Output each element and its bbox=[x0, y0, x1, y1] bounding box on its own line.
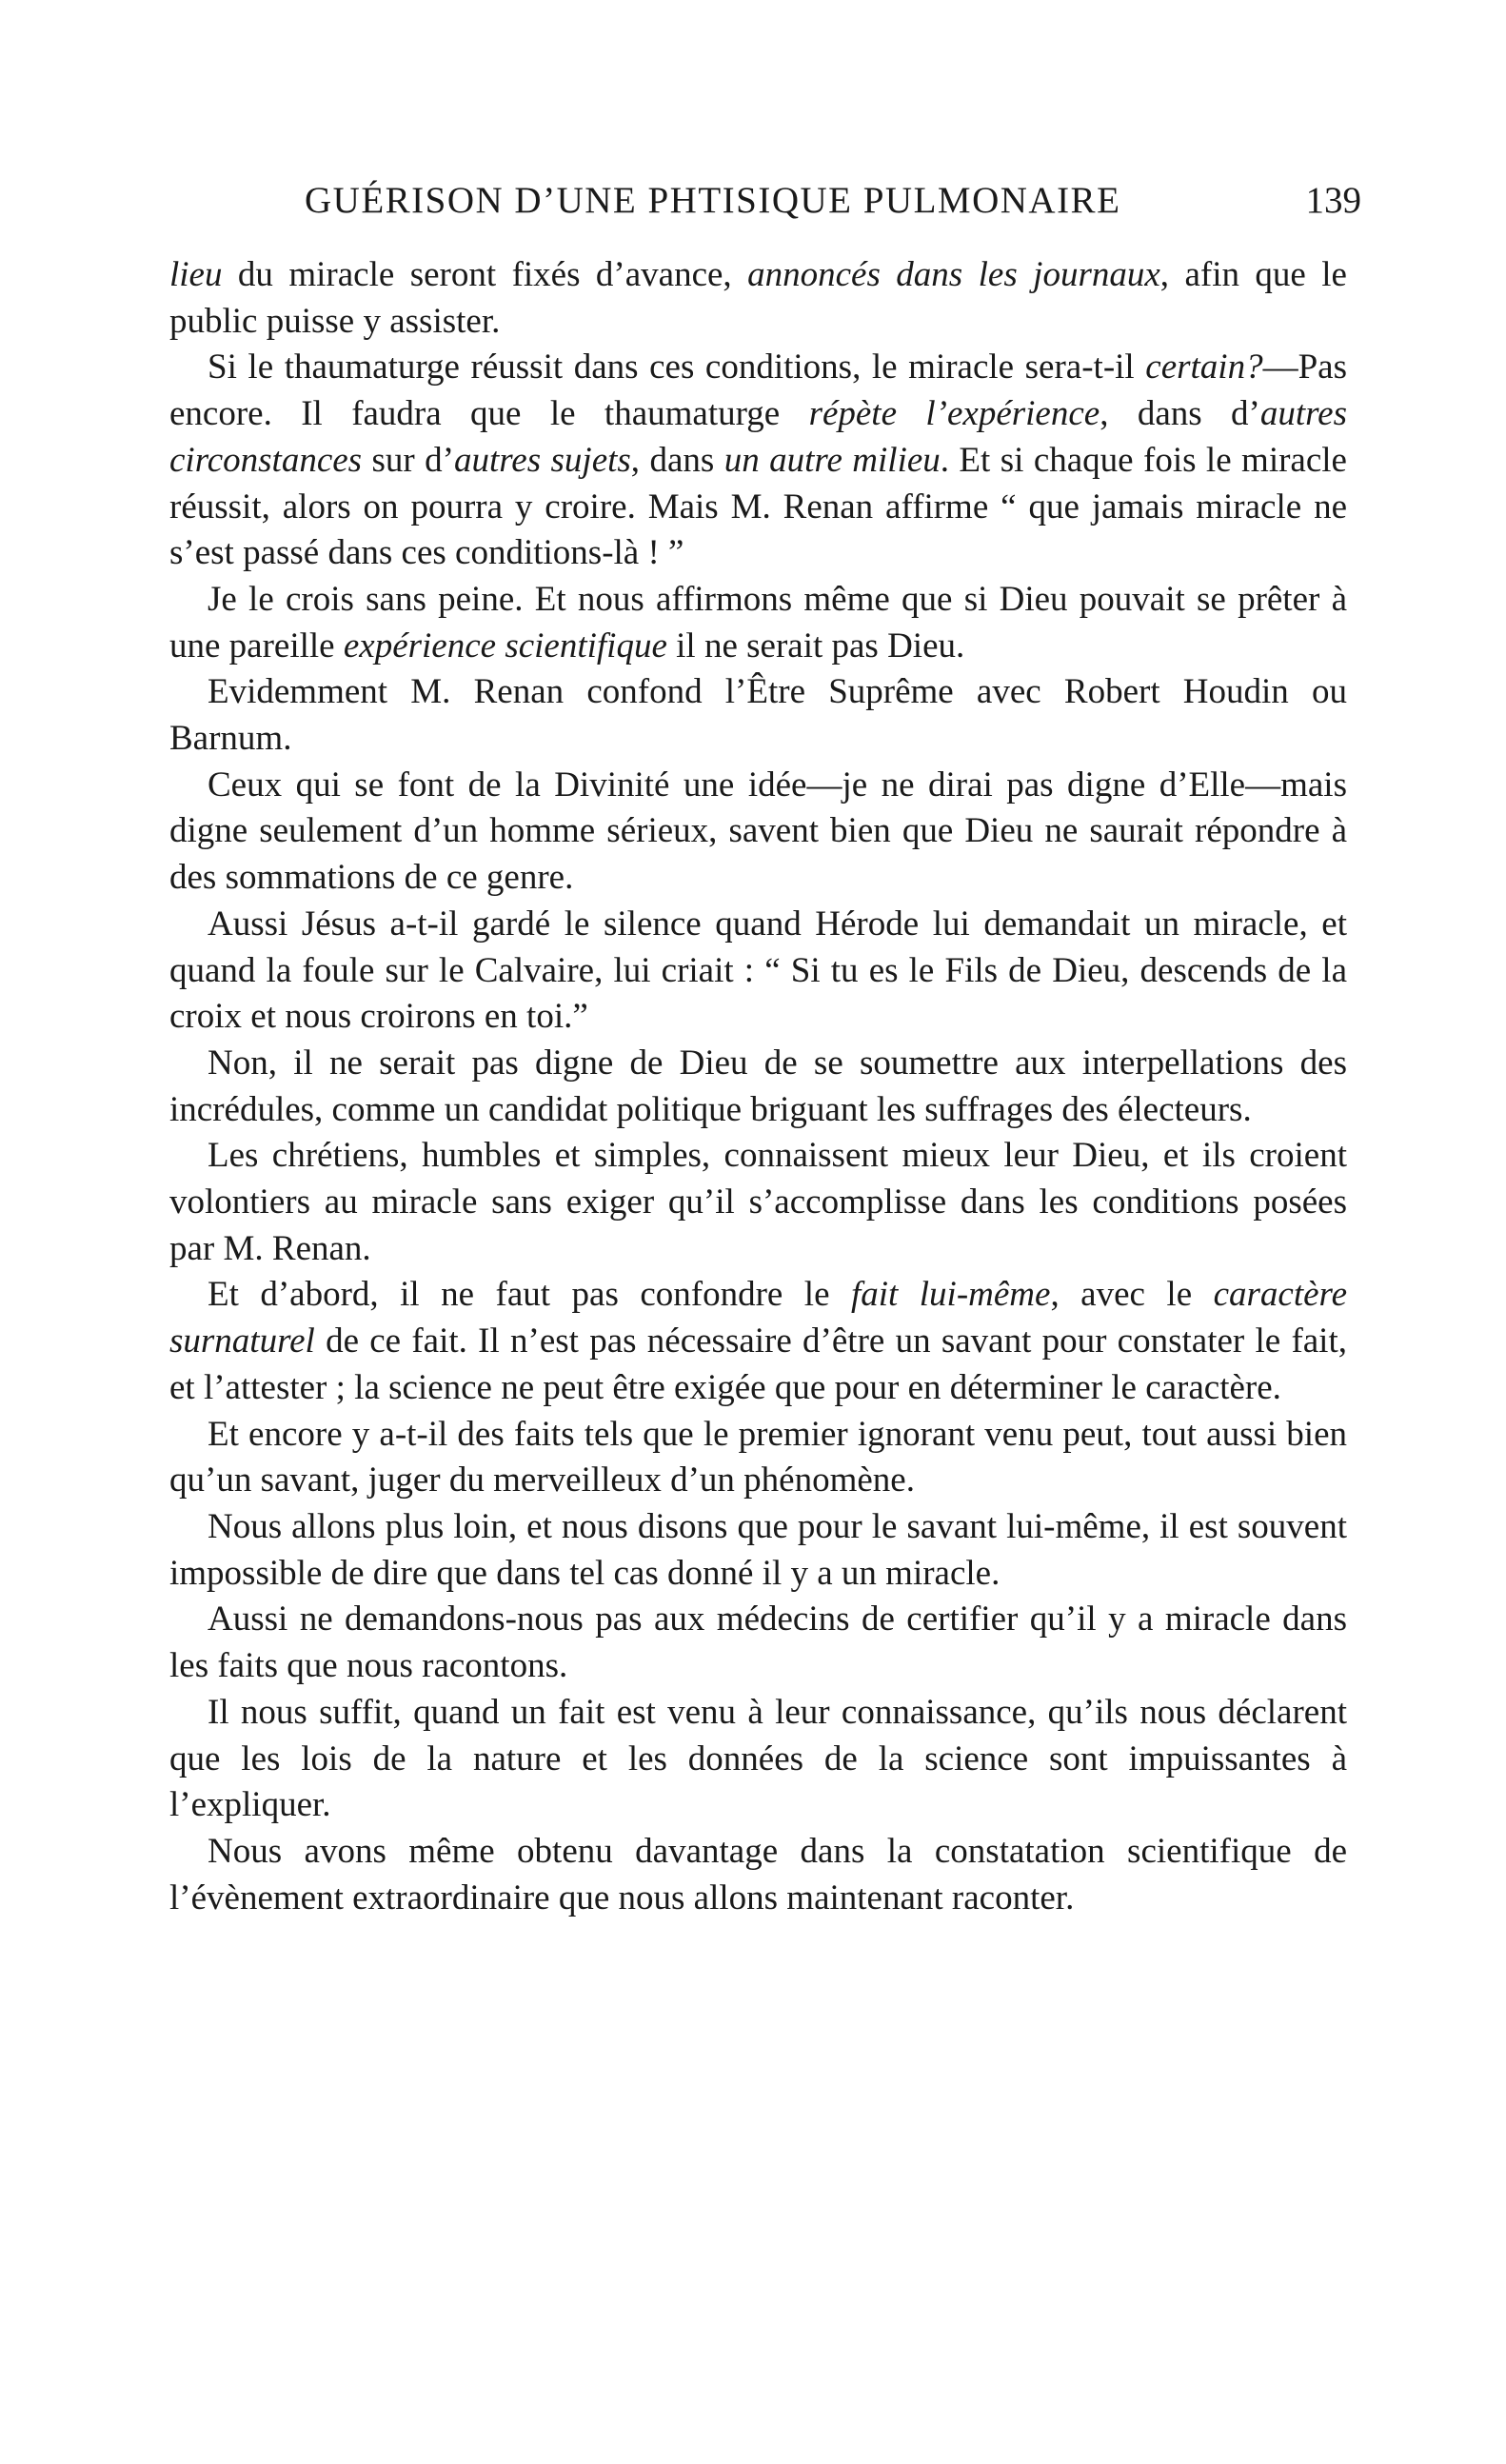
text-run: —Pas encore. Il faudra que le thaumaturge bbox=[169, 348, 1347, 434]
italic-text: expérience scientifique bbox=[343, 626, 667, 666]
paragraph bbox=[169, 763, 1347, 902]
text-run: de ce fait. Il n’est pas nécessaire d’être un savant pour constater le fait, et l’attester ; la science ne peut être exigée que pour en déterminer le caractère. bbox=[169, 1321, 1347, 1407]
italic-text: lieu bbox=[169, 255, 223, 294]
paragraph bbox=[169, 902, 1347, 1041]
text-run: Aussi ne demandons-nous pas aux médecins de certifier qu’il y a miracle dans les faits que nous racontons. bbox=[169, 1600, 1347, 1686]
text-run: , dans d’ bbox=[1100, 394, 1260, 434]
italic-text: caractère surnaturel bbox=[169, 1275, 1347, 1361]
text-run: Les chrétiens, humbles et simples, connaissent mieux leur Dieu, et ils croient volontiers au miracle sans exiger qu’il s’accomplisse dans les conditions posées par M. Renan. bbox=[169, 1136, 1347, 1268]
text-run: Si le thaumaturge réussit dans ces conditions, le miracle sera-t-il bbox=[208, 348, 1146, 387]
text-run: , afin que le public puisse y assister. bbox=[169, 255, 1347, 341]
text-run: il ne serait pas Dieu. bbox=[666, 626, 965, 666]
italic-text: autres circonstances bbox=[169, 394, 1347, 480]
italic-text: un autre milieu bbox=[723, 440, 941, 480]
text-run: Nous allons plus loin, et nous disons que pour le savant lui-même, il est souvent impossible de dire que dans tel cas donné il y a un miracle. bbox=[169, 1506, 1347, 1593]
text-run: du miracle seront fixés d’avance, bbox=[222, 255, 748, 294]
paragraph bbox=[169, 1504, 1347, 1597]
text-run: Non, il ne serait pas digne de Dieu de se soumettre aux interpellations des incrédules, comme un candidat politique briguant les suffrages des électeurs. bbox=[169, 1043, 1347, 1129]
italic-text: répète l’expérience bbox=[808, 394, 1100, 434]
italic-text: certain? bbox=[1145, 348, 1263, 387]
paragraph bbox=[169, 1133, 1347, 1272]
paragraph bbox=[169, 345, 1347, 577]
paragraph bbox=[169, 1597, 1347, 1689]
text-run: Aussi Jésus a-t-il gardé le silence quand Hérode lui demandait un miracle, et quand la foule sur le Calvaire, lui criait : “ Si tu es le Fils de Dieu, descends de la croix et nous croirons en toi.” bbox=[169, 904, 1347, 1037]
page-number: 139 bbox=[1305, 180, 1361, 221]
paragraph bbox=[169, 1272, 1347, 1411]
paragraph bbox=[169, 669, 1347, 762]
text-run: , avec le bbox=[1050, 1275, 1214, 1315]
text-run: Et encore y a-t-il des faits tels que le premier ignorant venu peut, tout aussi bien qu’un savant, juger du merveilleux d’un phénomène. bbox=[169, 1414, 1347, 1500]
italic-text: annoncés dans les journaux bbox=[747, 255, 1160, 294]
text-run: Il nous suffit, quand un fait est venu à leur connaissance, qu’ils nous déclarent que les lois de la nature et les données de la science sont impuissantes à l’expliquer. bbox=[169, 1692, 1347, 1825]
paragraph bbox=[169, 1041, 1347, 1133]
italic-text: fait lui-même bbox=[850, 1275, 1051, 1315]
text-run: , dans bbox=[630, 440, 724, 480]
italic-text: autres sujets bbox=[453, 440, 631, 480]
text-run: Ceux qui se font de la Divinité une idée—je ne dirai pas digne d’Elle—mais digne seulement d’un homme sérieux, savent bien que Dieu ne saurait répondre à des sommations de ce genre. bbox=[169, 765, 1347, 898]
paragraph bbox=[169, 252, 1347, 345]
paragraph bbox=[169, 1690, 1347, 1829]
running-title: GUÉRISON D’UNE PHTISIQUE PULMONAIRE bbox=[305, 180, 1121, 221]
paragraph bbox=[169, 1829, 1347, 1921]
text-run: Je le crois sans peine. Et nous affirmons même que si Dieu pouvait se prêter à une pareille bbox=[169, 579, 1347, 666]
page-header bbox=[305, 171, 1361, 229]
text-run: Et d’abord, il ne faut pas confondre le bbox=[208, 1275, 851, 1315]
paragraph bbox=[169, 1412, 1347, 1504]
text-run: Nous avons même obtenu davantage dans la constatation scientifique de l’évènement extraordinaire que nous allons maintenant raconter. bbox=[169, 1831, 1347, 1918]
paragraph bbox=[169, 577, 1347, 669]
text-run: sur d’ bbox=[362, 440, 454, 480]
text-run: . Et si chaque fois le miracle réussit, alors on pourra y croire. Mais M. Renan affirme “ que jamais miracle ne s’est passé dans ces conditions-là ! ” bbox=[169, 440, 1347, 573]
text-run: Evidemment M. Renan confond l’Être Suprême avec Robert Houdin ou Barnum. bbox=[169, 672, 1347, 759]
body-text bbox=[169, 252, 1347, 1921]
